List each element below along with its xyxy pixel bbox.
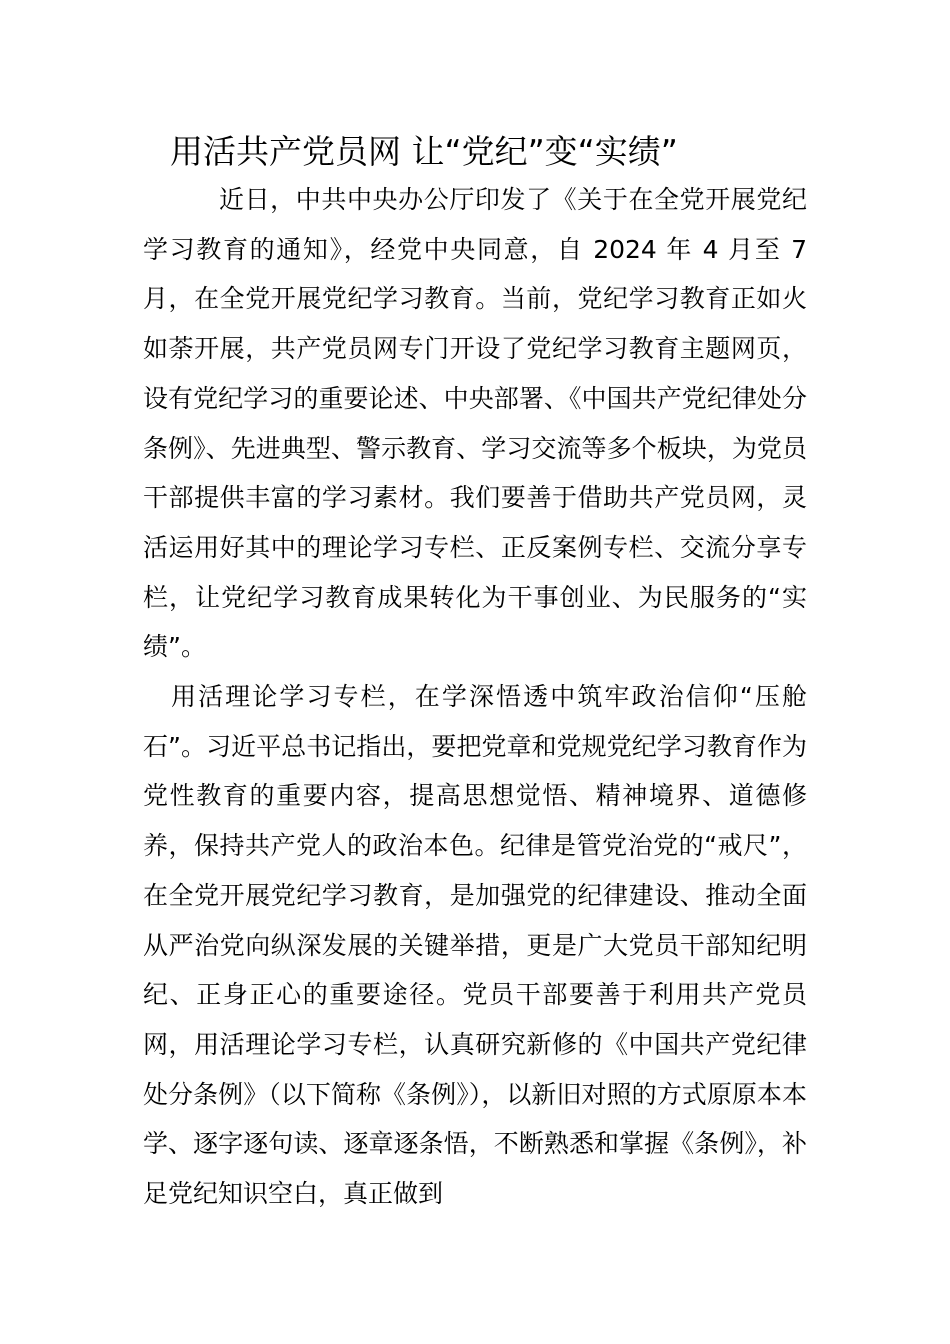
paragraph-2: 用活理论学习专栏，在学深悟透中筑牢政治信仰“压舱石”。习近平总书记指出，要把党章和党规党纪学习教育作为党性教育的重要内容，提高思想觉悟、精神境界、道德修养，保持共产党人的政治本色。纪律是管党治党的“戒尺”，在全党开展党纪学习教育，是加强党的纪律建设、推动全面从严治党向纵深发展的关键举措，更是广大党员干部知纪明纪、正身正心的重要途径。党员干部要善于利用共产党员网，用活理论学习专栏，认真研究新修的《中国共产党纪律处分条例》（以下简称《条例》），以新旧对照的方式原原本本学、逐字逐句读、逐章逐条悟，不断熟悉和掌握《条例》，补足党纪知识空白，真正做到 xyxy=(143,682,807,1209)
document-body xyxy=(143,175,807,1219)
document-title: 用活共产党员网 让“党纪”变“实绩” xyxy=(170,132,678,171)
paragraph-1: 近日，中共中央办公厅印发了《关于在全党开展党纪学习教育的通知》，经党中央同意，自 2024 年 4 月至 7 月，在全党开展党纪学习教育。当前，党纪学习教育正如火如荼开展，共产党员网专门开设了党纪学习教育主题网页，设有党纪学习的重要论述、中央部署、《中国共产党纪律处分条例》、先进典型、警示教育、学习交流等多个板块，为党员干部提供丰富的学习素材。我们要善于借助共产党员网，灵活运用好其中的理论学习专栏、正反案例专栏、交流分享专栏，让党纪学习教育成果转化为干事创业、为民服务的“实绩”。 xyxy=(143,185,807,662)
